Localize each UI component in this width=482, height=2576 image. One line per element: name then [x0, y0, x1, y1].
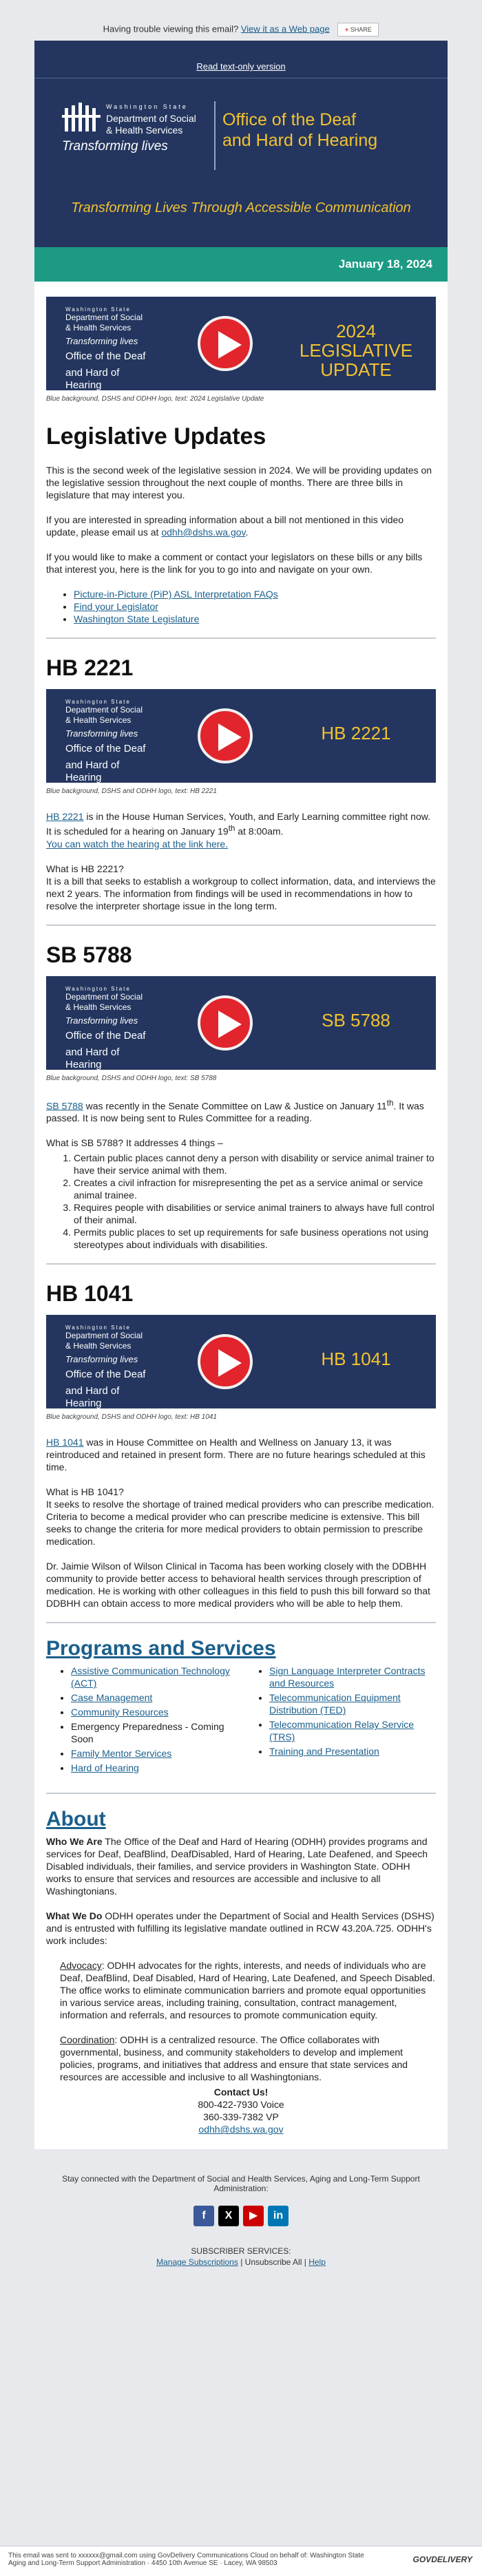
- list-item: 4. Permits public places to set up requirements for safe business operations not using stereotypes about individuals with disabilities.: [74, 1226, 436, 1251]
- video-logo-dept2: & Health Services: [65, 715, 132, 725]
- video-logo-office2: and Hard of Hearing: [65, 759, 120, 783]
- about-what-text: ODHH operates under the Department of Social and Health Services (DSHS) and is entrusted with fulfilling its legislative mandate outlined in RCW 43.20A.725. ODHH's work includes:: [46, 1910, 434, 1947]
- list-item: [74, 600, 436, 613]
- about-what: [46, 1910, 436, 1947]
- video-caption: Blue background, DSHS and ODHH logo, text: HB 2221: [46, 788, 217, 795]
- about-title: About: [46, 1808, 106, 1831]
- programs-title: Programs and Services: [46, 1637, 276, 1660]
- about-advocacy: [46, 1959, 436, 2021]
- subscriber-services-label: SUBSCRIBER SERVICES:: [191, 2246, 291, 2257]
- find-legislator-link[interactable]: Find your Legislator: [74, 601, 158, 612]
- video-logo-office1: Office of the Deaf: [65, 1369, 146, 1381]
- program-interpreter-link[interactable]: Sign Language Interpreter Contracts and Resources: [269, 1665, 426, 1689]
- hb1041-explainer: [46, 1486, 436, 1548]
- contact-vp: 360-339-7382 VP: [203, 2111, 279, 2123]
- list-item: [71, 1706, 238, 1718]
- about-coordination: [46, 2034, 436, 2083]
- help-link[interactable]: Help: [308, 2257, 326, 2268]
- org-state: Washington State: [106, 103, 188, 110]
- legislative-contact-paragraph: If you would like to make a comment or contact your legislators on these bills or any bills that interest you, here is the link for you to go into and navigate on your own.: [46, 551, 423, 575]
- about-who: [46, 1835, 436, 1897]
- hb2221-video[interactable]: [46, 689, 436, 783]
- legislative-title: Legislative Updates: [46, 423, 266, 450]
- subscriber-services: [34, 2246, 448, 2268]
- hb1041-status: [46, 1436, 436, 1473]
- legislative-email-paragraph: If you are interested in spreading information about a bill not mentioned in this video update, please email us at odhh@dshs.wa.gov.: [46, 514, 404, 538]
- list-item: [71, 1665, 238, 1689]
- office-title-line1: Office of the Deaf: [222, 110, 357, 129]
- issue-date: January 18, 2024: [338, 257, 432, 271]
- program-trs-link[interactable]: Telecommunication Relay Service (TRS): [269, 1719, 415, 1743]
- video-logo-dept1: Department of Social: [65, 313, 143, 322]
- share-label: SHARE: [350, 26, 372, 33]
- video-title-text: LEGISLATIVE UPDATE: [299, 340, 413, 380]
- list-item: 2. Creates a civil infraction for misrepresenting the pet as a service animal or service animal trainee.: [74, 1176, 436, 1201]
- video-logo: [65, 699, 148, 783]
- video-logo-tag: Transforming lives: [65, 1015, 138, 1026]
- legislative-email-text: If you are interested in spreading information about a bill not mentioned in this video update, please email us at: [46, 514, 404, 538]
- section-divider: [46, 925, 436, 926]
- sb5788-points: [46, 1152, 436, 1251]
- about-what-label: What We Do: [46, 1910, 103, 1922]
- program-training-link[interactable]: Training and Presentation: [269, 1746, 379, 1757]
- hb1041-answer: It seeks to resolve the shortage of trained medical providers who can prescribe medication. Criteria to become a medical provider who can prescribe medicine is extensive. This bill seeks to change the criteria for more medical providers to obtain permission to prescribe medication.: [46, 1499, 434, 1548]
- social-links: [34, 2206, 448, 2226]
- video-logo-dept2: & Health Services: [65, 1002, 132, 1012]
- list-item: [71, 1762, 238, 1774]
- sb5788-status-tail: . It was passed. It is now being sent to Rules Committee for a reading.: [46, 1100, 424, 1124]
- web-view-prefix: Having trouble viewing this email?: [103, 23, 239, 34]
- list-item: [74, 613, 436, 625]
- manage-subscriptions-link[interactable]: Manage Subscriptions: [156, 2257, 238, 2268]
- video-logo-dept1: Department of Social: [65, 1331, 143, 1341]
- programs-left-column: [46, 1665, 238, 1776]
- list-item: [269, 1745, 436, 1757]
- video-logo-dept2: & Health Services: [65, 323, 132, 332]
- web-view-link[interactable]: View it as a Web page: [240, 23, 330, 34]
- program-emergency-text: Emergency Preparedness - Coming Soon: [71, 1721, 224, 1745]
- video-logo-office1: Office of the Deaf: [65, 350, 146, 362]
- hb1041-question: What is HB 1041?: [46, 1486, 124, 1498]
- email-header: [34, 41, 448, 247]
- stay-connected-text: Stay connected with the Department of Social and Health Services, Aging and Long-Term Support Administration:: [62, 2174, 420, 2194]
- about-who-text: The Office of the Deaf and Hard of Hearing (ODHH) provides programs and services for Deaf, DeafBlind, DeafDisabled, Hard of Hearing, Late Deafened, and Speech Disabled individuals, their families, and service providers in Washington State. ODHH works to ensure that services and resources are accessible and inclusive to all Washingtonians.: [46, 1836, 428, 1897]
- contact-title: Contact Us!: [213, 2087, 269, 2098]
- date-bar: [34, 247, 448, 282]
- list-item: [269, 1665, 436, 1689]
- email-footer: [34, 2149, 448, 2268]
- play-button-icon[interactable]: [198, 708, 253, 763]
- video-title-year: 2024: [336, 321, 376, 341]
- email-body: [34, 282, 448, 2149]
- section-divider: [46, 1622, 436, 1623]
- facebook-icon[interactable]: f: [193, 2206, 214, 2226]
- programs-right-column: [244, 1665, 436, 1776]
- youtube-icon[interactable]: ▶: [243, 2206, 264, 2226]
- list-item: [269, 1691, 436, 1716]
- about-advocacy-label: Advocacy: [60, 1960, 102, 1972]
- about-who-label: Who We Are: [46, 1836, 103, 1848]
- list-item: [71, 1747, 238, 1760]
- video-logo-state: Washington State: [65, 985, 131, 992]
- odhh-email-link[interactable]: odhh@dshs.wa.gov: [161, 527, 246, 538]
- section-divider: [46, 1263, 436, 1265]
- hb2221-status: [46, 810, 436, 850]
- video-logo-office2: and Hard of Hearing: [65, 1046, 120, 1070]
- video-title: HB 2221: [321, 723, 391, 743]
- video-logo-dept2: & Health Services: [65, 1341, 132, 1351]
- section-divider: [46, 637, 436, 639]
- program-community-resources-link[interactable]: Community Resources: [71, 1707, 169, 1718]
- hb2221-status-tail: at 8:00am.: [235, 825, 284, 837]
- contact-block: [46, 2086, 436, 2135]
- hb2221-status-text: is in the House Human Services, Youth, and Early Learning committee right now. It is scheduled for a hearing on January 19: [46, 811, 430, 837]
- contact-email-link[interactable]: odhh@dshs.wa.gov: [198, 2124, 284, 2135]
- web-view-notice: [34, 0, 448, 41]
- about-advocacy-text: : ODHH advocates for the rights, interests, and needs of individuals who are Deaf, DeafBlind, Deaf Disabled, Hard of Hearing, Late Deafened, and Speech Disabled. The office works to eliminate communication barriers and promote equal opportunities in various service areas, including training, consultation, contract management, information and referrals, and resources to promote communication equity.: [60, 1960, 435, 2021]
- video-logo-dept1: Department of Social: [65, 705, 143, 715]
- video-logo-office2: and Hard of Hearing: [65, 367, 120, 390]
- program-case-management-link[interactable]: Case Management: [71, 1692, 153, 1704]
- hb1041-title: HB 1041: [46, 1281, 134, 1307]
- video-caption: Blue background, DSHS and ODHH logo, text: 2024 Legislative Update: [46, 395, 264, 403]
- video-title: SB 5788: [322, 1009, 390, 1031]
- video-logo-tag: Transforming lives: [65, 336, 138, 346]
- video-logo-state: Washington State: [65, 306, 131, 313]
- people-logo-icon: [62, 101, 101, 136]
- video-logo-tag: Transforming lives: [65, 728, 138, 739]
- hb1041-link[interactable]: HB 1041: [46, 1437, 84, 1448]
- sb5788-link[interactable]: SB 5788: [46, 1100, 83, 1112]
- delivery-notice-text: This email was sent to xxxxxx@gmail.com using GovDelivery Communications Cloud on behalf of: Washington State Aging and Long-Term Support Administration · 4450 10th Avenue SE · Lacey, WA 98503: [8, 2552, 364, 2567]
- sb5788-sup: th: [386, 1098, 394, 1108]
- sb5788-video[interactable]: [46, 976, 436, 1070]
- linkedin-icon[interactable]: in: [268, 2206, 289, 2226]
- share-button[interactable]: [337, 23, 379, 36]
- list-item: [71, 1691, 238, 1704]
- program-act-link[interactable]: Assistive Communication Technology (ACT): [71, 1665, 230, 1689]
- section-divider: [46, 1793, 436, 1794]
- hb2221-title: HB 2221: [46, 655, 134, 680]
- video-logo-state: Washington State: [65, 699, 131, 705]
- program-ted-link[interactable]: Telecommunication Equipment Distribution (TED): [269, 1692, 401, 1716]
- video-logo-dept1: Department of Social: [65, 991, 143, 1002]
- share-icon: +: [344, 26, 349, 33]
- video-title: HB 1041: [321, 1349, 391, 1370]
- hb2221-answer: It is a bill that seeks to establish a workgroup to collect information, data, and interviews the next 2 years. The information from findings will be used in recommendations in how to resolve the interpreter shortage issue in the long term.: [46, 875, 436, 911]
- video-title: [287, 321, 425, 379]
- link-separator: |: [240, 2257, 243, 2268]
- delivery-notice: [0, 2546, 482, 2576]
- contact-voice: 800-422-7930 Voice: [198, 2099, 284, 2111]
- legislative-update-video[interactable]: [46, 297, 436, 390]
- sb5788-title: SB 5788: [46, 942, 132, 967]
- hb2221-explainer: [46, 863, 436, 912]
- logo-separator: [214, 101, 216, 170]
- link-separator: |: [304, 2257, 306, 2268]
- org-tagline: Transforming lives: [62, 139, 168, 154]
- play-button-icon[interactable]: [198, 316, 253, 371]
- list-item: [71, 1720, 238, 1745]
- x-twitter-icon[interactable]: X: [218, 2206, 239, 2226]
- list-item: 1. Certain public places cannot deny a person with disability or service animal trainer to have their service animal with them.: [74, 1152, 436, 1176]
- hb1041-wilson-paragraph: Dr. Jaimie Wilson of Wilson Clinical in Tacoma has been working closely with the DDBHH community to provide better access to behavioral health services through prescription of medication. He is working with other colleagues in this field to push this bill forward so that DDBHH can obtain access to more medical providers who will be able to help them.: [46, 1561, 430, 1609]
- watch-hearing-link[interactable]: You can watch the hearing at the link here.: [46, 838, 229, 849]
- sb5788-question: What is SB 5788? It addresses 4 things –: [46, 1137, 223, 1149]
- video-logo-office1: Office of the Deaf: [65, 1029, 146, 1042]
- hb2221-sup: th: [228, 824, 235, 833]
- hb1041-video[interactable]: [46, 1315, 436, 1408]
- wa-legislature-link[interactable]: Washington State Legislature: [74, 613, 200, 624]
- about-coordination-text: : ODHH is a centralized resource. The Office collaborates with governmental, business, and community stakeholders to develop and implement policies, programs, and initiatives that address and ensure that state services and resources are accessible and inclusive to all Washingtonians.: [60, 2034, 408, 2083]
- office-title: [222, 109, 377, 151]
- play-button-icon[interactable]: [198, 1334, 253, 1389]
- program-family-mentor-link[interactable]: Family Mentor Services: [71, 1748, 172, 1760]
- video-logo: [65, 986, 148, 1070]
- sb5788-status-text: was recently in the Senate Committee on Law & Justice on January 11: [83, 1100, 387, 1112]
- play-button-icon[interactable]: [198, 995, 253, 1051]
- hb2221-question: What is HB 2221?: [46, 863, 124, 874]
- video-logo: [65, 1324, 148, 1408]
- hb1041-status-text: was in House Committee on Health and Wellness on January 13, it was reintroduced and retained in present form. There are no future hearings scheduled at this time.: [46, 1437, 426, 1473]
- header-banner-text: Transforming Lives Through Accessible Communication: [71, 200, 411, 215]
- govdelivery-logo: GOVDELIVERY: [412, 2555, 472, 2564]
- unsubscribe-all-link[interactable]: Unsubscribe All: [244, 2257, 302, 2268]
- video-caption: Blue background, DSHS and ODHH logo, text: HB 1041: [46, 1413, 217, 1422]
- hb2221-link[interactable]: HB 2221: [46, 811, 84, 822]
- text-only-link[interactable]: Read text-only version: [196, 61, 286, 72]
- video-logo-state: Washington State: [65, 1324, 131, 1331]
- programs-list: [46, 1665, 436, 1776]
- video-caption: Blue background, DSHS and ODHH logo, text: SB 5788: [46, 1074, 217, 1082]
- video-logo: [65, 306, 148, 390]
- video-logo-office2: and Hard of Hearing: [65, 1385, 120, 1409]
- legislative-links: [46, 588, 436, 625]
- video-logo-tag: Transforming lives: [65, 1354, 138, 1365]
- sb5788-status: [46, 1097, 436, 1125]
- org-name-line1: Department of Social: [106, 113, 196, 124]
- office-title-line2: and Hard of Hearing: [222, 131, 378, 150]
- list-item: [269, 1718, 436, 1743]
- org-name-line2: & Health Services: [106, 125, 183, 136]
- list-item: [74, 588, 436, 600]
- legislative-intro: This is the second week of the legislative session in 2024. We will be providing updates on the legislative session throughout the next couple of months. There are three bills in legislature that may interest you.: [46, 465, 432, 500]
- dshs-name: [106, 101, 196, 136]
- list-item: 3. Requires people with disabilities or service animal trainers to always have full control of their animal.: [74, 1201, 436, 1226]
- pip-faq-link[interactable]: Picture-in-Picture (PiP) ASL Interpretation FAQs: [74, 589, 278, 600]
- video-logo-office1: Office of the Deaf: [65, 743, 146, 754]
- program-hard-of-hearing-link[interactable]: Hard of Hearing: [71, 1762, 139, 1774]
- about-coordination-label: Coordination: [60, 2034, 115, 2046]
